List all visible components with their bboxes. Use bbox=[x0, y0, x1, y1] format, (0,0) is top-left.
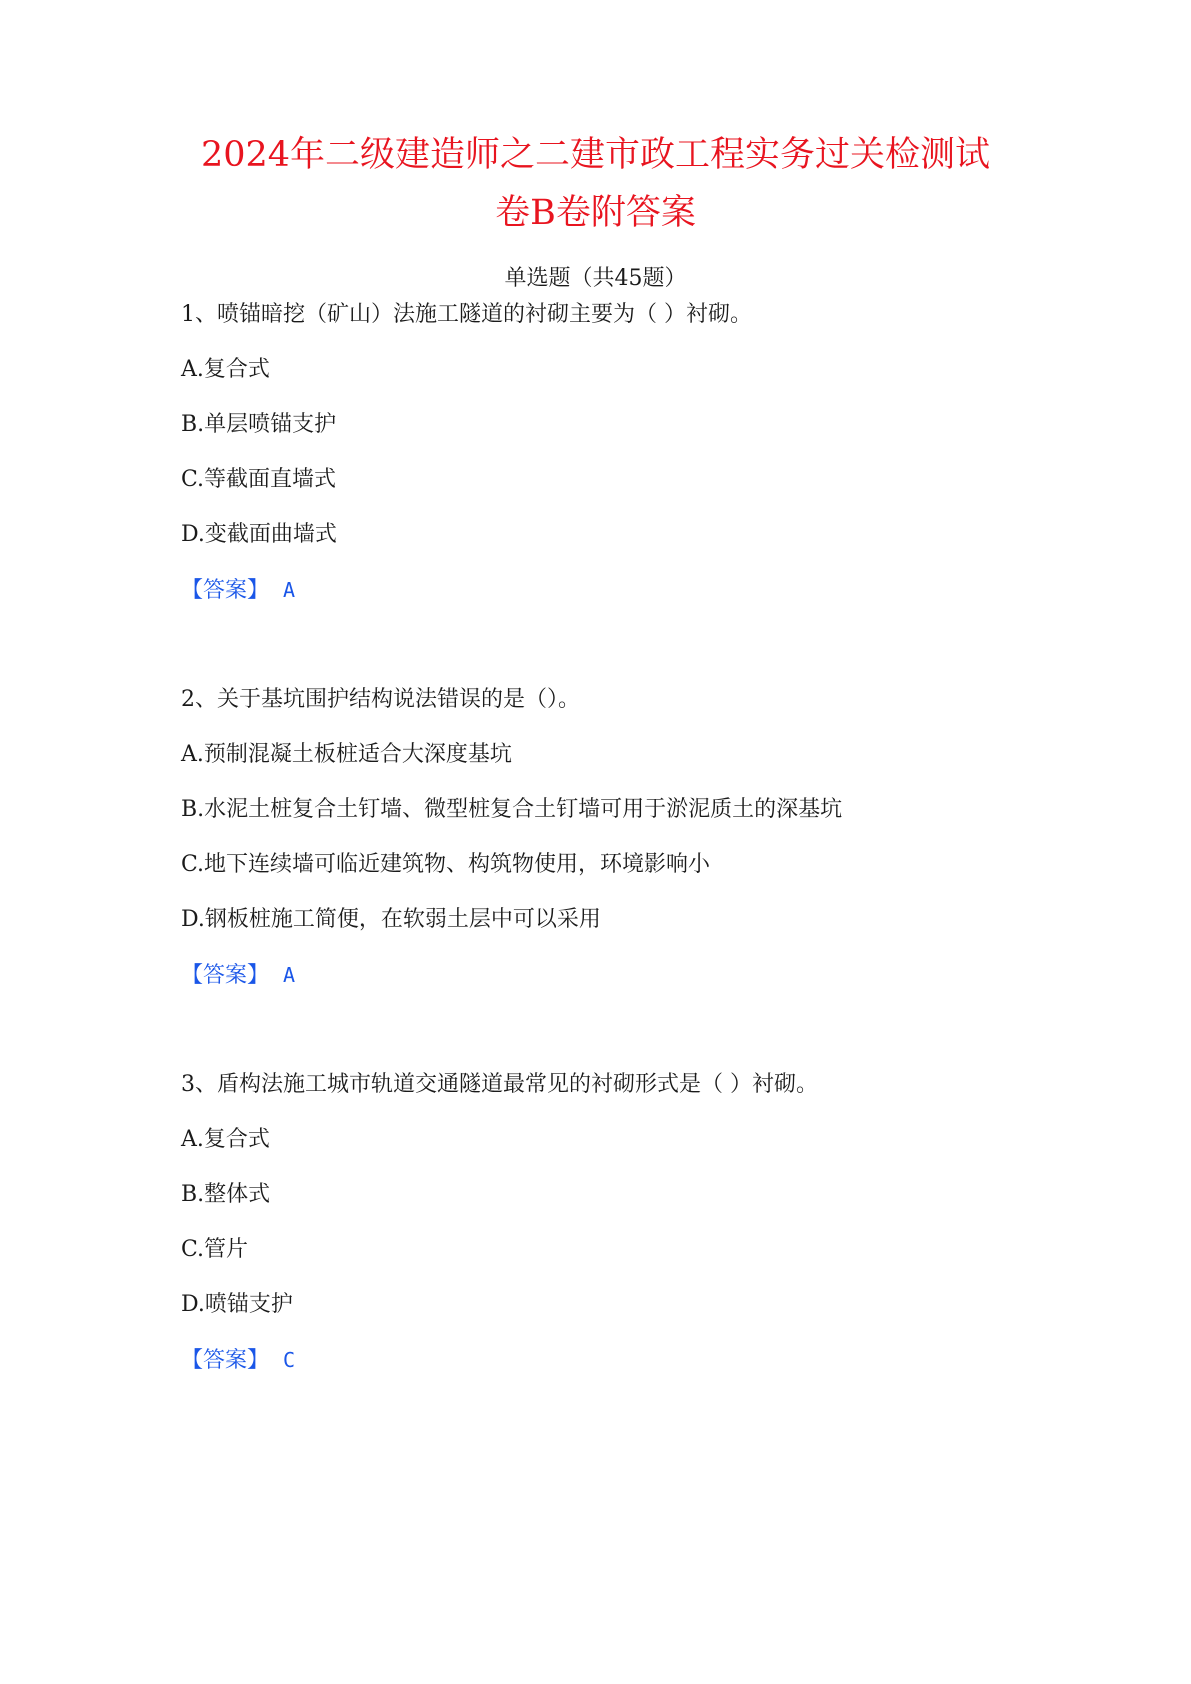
answer-label: 【答案】 bbox=[181, 578, 270, 603]
question-2-stem: 2、关于基坑围护结构说法错误的是（）。 bbox=[181, 687, 580, 712]
question-1-option-c: C.等截面直墙式 bbox=[181, 467, 337, 492]
question-2-option-b: B.水泥土桩复合土钉墙、微型桩复合土钉墙可用于淤泥质土的深基坑 bbox=[181, 797, 843, 822]
section-heading: 单选题（共45题） bbox=[504, 266, 687, 291]
question-3-stem: 3、盾构法施工城市轨道交通隧道最常见的衬砌形式是（ ）衬砌。 bbox=[181, 1072, 818, 1097]
question-1-answer bbox=[181, 575, 295, 606]
question-3-answer bbox=[181, 1345, 295, 1376]
answer-label: 【答案】 bbox=[181, 1348, 270, 1373]
question-2-option-a: A.预制混凝土板桩适合大深度基坑 bbox=[181, 742, 512, 767]
document-title bbox=[150, 126, 1041, 242]
question-1-option-a: A.复合式 bbox=[181, 357, 270, 382]
question-1-option-b: B.单层喷锚支护 bbox=[181, 412, 337, 437]
question-2-option-c: C.地下连续墙可临近建筑物、构筑物使用，环境影响小 bbox=[181, 852, 711, 877]
question-3-option-c: C.管片 bbox=[181, 1237, 249, 1262]
question-3-option-a: A.复合式 bbox=[181, 1127, 270, 1152]
title-line-2: 卷B卷附答案 bbox=[495, 193, 696, 233]
answer-value: C bbox=[283, 1348, 296, 1372]
answer-value: A bbox=[283, 578, 296, 602]
question-2-option-d: D.钢板桩施工简便，在软弱土层中可以采用 bbox=[181, 907, 601, 932]
title-line-1: 2024年二级建造师之二建市政工程实务过关检测试 bbox=[200, 135, 991, 175]
question-2-answer bbox=[181, 960, 295, 991]
question-3-option-b: B.整体式 bbox=[181, 1182, 271, 1207]
answer-value: A bbox=[283, 963, 296, 987]
question-1-stem: 1、喷锚暗挖（矿山）法施工隧道的衬砌主要为（ ）衬砌。 bbox=[181, 302, 752, 327]
question-3-option-d: D.喷锚支护 bbox=[181, 1292, 293, 1317]
answer-label: 【答案】 bbox=[181, 963, 270, 988]
question-1-option-d: D.变截面曲墙式 bbox=[181, 522, 337, 547]
